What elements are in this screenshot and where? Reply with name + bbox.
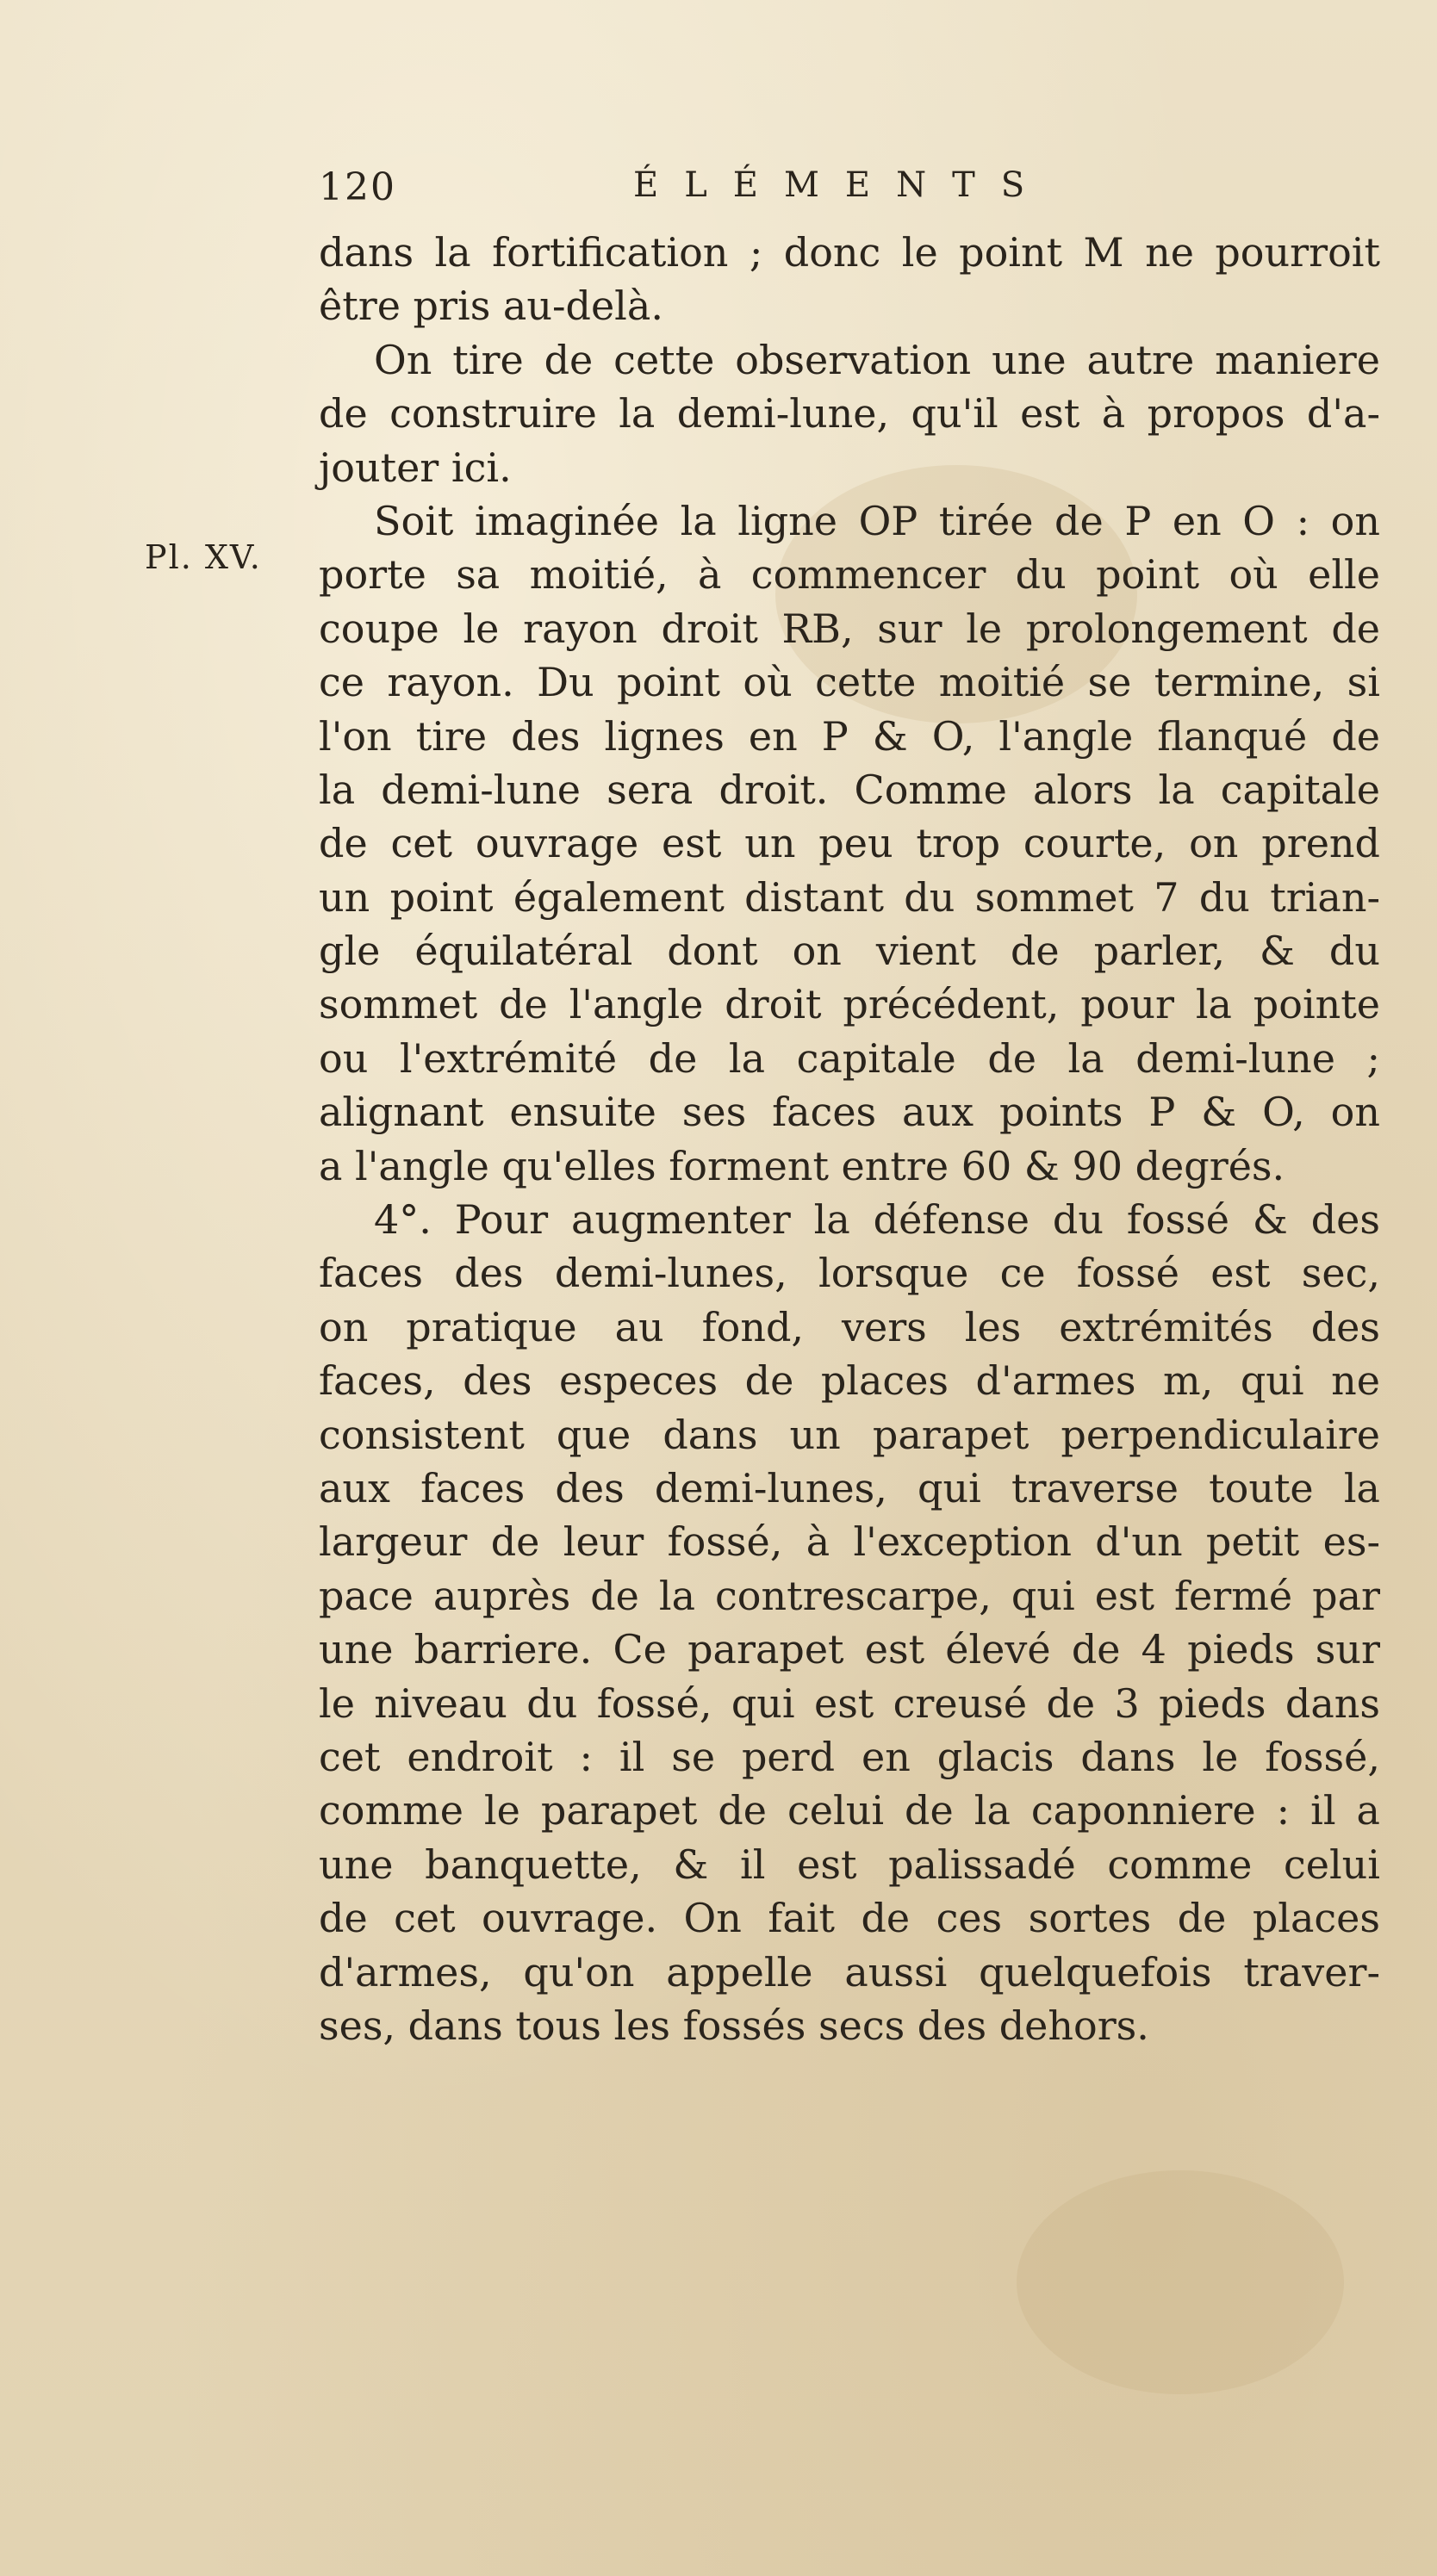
paragraph <box>319 494 1380 1193</box>
text-line: cet endroit : il se perd en glacis dans le fossé, <box>319 1733 1380 1780</box>
text-line: l'on tire des lignes en P & O, l'angle flanqué de <box>319 712 1380 760</box>
text-line: ses, dans tous les fossés secs des dehors. <box>319 2002 1149 2049</box>
text-line: a l'angle qu'elles forment entre 60 & 90 degrés. <box>319 1142 1285 1189</box>
text-line: on pratique au fond, vers les extrémités des <box>319 1303 1380 1350</box>
text-line: pace auprès de la contrescarpe, qui est fermé par <box>319 1572 1380 1619</box>
body-text <box>319 226 1380 2052</box>
page-number: 120 <box>319 165 396 209</box>
text-line: gle équilatéral dont on vient de parler, & du <box>319 928 1380 975</box>
text-line: On tire de cette observation une autre maniere <box>374 336 1380 383</box>
text-line: de cet ouvrage est un peu trop courte, on prend <box>319 820 1380 867</box>
paragraph <box>319 226 1380 333</box>
text-line: le niveau du fossé, qui est creusé de 3 pieds dans <box>319 1679 1380 1727</box>
text-line: sommet de l'angle droit précédent, pour la pointe <box>319 981 1380 1028</box>
text-line: alignant ensuite ses faces aux points P & O, on <box>319 1089 1380 1136</box>
text-line: coupe le rayon droit RB, sur le prolongement de <box>319 605 1380 652</box>
paper-stain <box>1017 2170 1344 2394</box>
text-line: consistent que dans un parapet perpendiculaire <box>319 1411 1380 1458</box>
text-line: ce rayon. Du point où cette moitié se termine, si <box>319 659 1380 706</box>
text-line: 4°. Pour augmenter la défense du fossé & des <box>374 1196 1380 1244</box>
text-line: de cet ouvrage. On fait de ces sortes de places <box>319 1895 1380 1942</box>
text-line: un point également distant du sommet 7 du trian- <box>319 873 1380 921</box>
text-line: aux faces des demi-lunes, qui traverse toute la <box>319 1464 1380 1511</box>
margin-note-plate-reference: Pl. XV. <box>145 538 262 576</box>
text-line: largeur de leur fossé, à l'exception d'un petit es- <box>319 1518 1380 1566</box>
text-line: être pris au-delà. <box>319 282 663 330</box>
running-head-title: ÉLÉMENTS <box>633 165 1051 205</box>
text-line: porte sa moitié, à commencer du point où elle <box>319 551 1380 599</box>
running-head <box>319 165 1094 217</box>
paragraph <box>319 1193 1380 2052</box>
text-line: dans la fortification ; donc le point M ne pourroit <box>319 229 1380 276</box>
paragraph <box>319 333 1380 494</box>
text-line: Soit imaginée la ligne OP tirée de P en O : on <box>374 497 1380 544</box>
text-line: faces des demi-lunes, lorsque ce fossé est sec, <box>319 1250 1380 1297</box>
text-line: faces, des especes de places d'armes m, qui ne <box>319 1357 1380 1405</box>
text-line: comme le parapet de celui de la caponniere : il a <box>319 1787 1380 1834</box>
text-line: d'armes, qu'on appelle aussi quelquefois traver- <box>319 1948 1380 1996</box>
text-line: ou l'extrémité de la capitale de la demi-lune ; <box>319 1034 1380 1082</box>
text-line: une barriere. Ce parapet est élevé de 4 pieds sur <box>319 1626 1380 1673</box>
text-line: la demi-lune sera droit. Comme alors la capitale <box>319 766 1380 813</box>
text-line: une banquette, & il est palissadé comme celui <box>319 1840 1380 1888</box>
text-line: de construire la demi-lune, qu'il est à propos d'a- <box>319 390 1380 438</box>
text-line: jouter ici. <box>319 444 512 491</box>
